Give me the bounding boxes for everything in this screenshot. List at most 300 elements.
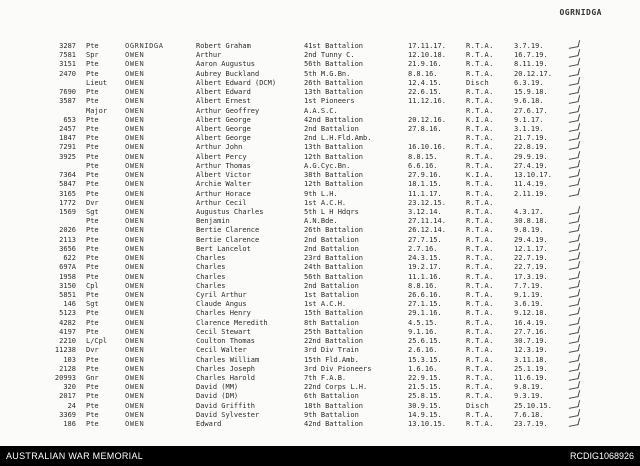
check-mark-icon <box>569 335 580 344</box>
unit: 18th Battalion <box>304 401 364 410</box>
check-mark-icon <box>569 206 580 215</box>
surname: OWEN <box>125 373 145 382</box>
given-names: Arthur Geoffrey <box>196 106 260 115</box>
unit: 1st A.C.H. <box>304 300 347 309</box>
surname: OWEN <box>125 198 145 207</box>
rank: Pte <box>86 263 99 272</box>
embark-date: 29.1.16. <box>408 309 442 318</box>
fate: R.T.A. <box>466 235 494 244</box>
given-names: Coulton Thomas <box>196 337 256 345</box>
embark-date: 16.10.16. <box>408 143 446 152</box>
surname: OWEN <box>125 189 145 198</box>
service-number: 5123 <box>59 309 76 318</box>
fate: R.T.A. <box>466 281 494 290</box>
given-names: Albert Percy <box>196 152 247 161</box>
service-number: 5851 <box>59 290 76 299</box>
unit: 13th Battalion <box>304 88 364 97</box>
rank: Pte <box>86 355 99 364</box>
check-mark-icon <box>569 59 580 68</box>
embark-date: 13.10.15. <box>408 420 446 428</box>
unit: 3rd Div Pioneers <box>304 364 372 373</box>
surname: OWEN <box>125 78 145 87</box>
rank: Pte <box>86 161 99 170</box>
rank: Spr <box>86 51 99 60</box>
unit: 5th M.G.Bn. <box>304 69 351 78</box>
return-date: 11.4.19. <box>514 180 548 189</box>
unit: 38th Battalion <box>304 171 364 180</box>
fate: R.T.A. <box>466 143 494 152</box>
given-names: Arthur John <box>196 143 243 152</box>
check-mark-icon <box>569 298 580 307</box>
unit: 2nd Battalion <box>304 281 359 290</box>
surname: OWEN <box>125 318 145 327</box>
surname: OWEN <box>125 392 145 401</box>
service-number: 3656 <box>59 244 76 253</box>
given-names: Robert Graham <box>196 42 251 50</box>
embark-date: 15.3.15. <box>408 355 442 364</box>
fate: K.I.A. <box>466 115 494 124</box>
check-mark-icon <box>569 225 580 234</box>
fate: R.T.A. <box>466 189 494 198</box>
unit: 41st Battalion <box>304 42 364 50</box>
check-mark-icon <box>569 363 580 372</box>
rank: Pte <box>86 318 99 327</box>
return-date: 17.3.19. <box>514 272 548 281</box>
fate: R.T.A. <box>466 309 494 318</box>
unit: 25th Battalion <box>304 327 364 336</box>
given-names: Albert Edward <box>196 88 251 97</box>
return-date: 27.6.17. <box>514 106 548 115</box>
return-date: 30.7.19. <box>514 337 548 345</box>
fate: Disch <box>466 78 490 87</box>
roll-row <box>0 419 640 429</box>
embark-date: 18.1.15. <box>408 180 442 189</box>
surname: OWEN <box>125 69 145 78</box>
embark-date: 8.8.15. <box>408 152 438 161</box>
service-number: 2210 <box>59 337 76 345</box>
fate: R.T.A. <box>466 217 494 226</box>
check-mark-icon <box>569 391 580 400</box>
unit: 42nd Battalion <box>304 115 364 124</box>
service-number: 103 <box>63 355 76 364</box>
rank: Dvr <box>86 346 99 355</box>
surname: OWEN <box>125 171 145 180</box>
fate: R.T.A. <box>466 198 494 207</box>
embark-date: 2.6.16. <box>408 346 438 355</box>
rank: Pte <box>86 401 99 410</box>
service-number: 3369 <box>59 410 76 419</box>
surname: OWEN <box>125 152 145 161</box>
surname: OWEN <box>125 235 145 244</box>
return-date: 3.1.19. <box>514 125 544 133</box>
fate: R.T.A. <box>466 42 494 50</box>
service-number: 7581 <box>59 51 76 60</box>
embark-date: 26.12.14. <box>408 226 446 235</box>
rank: Cpl <box>86 281 99 290</box>
embark-date: 22.9.15. <box>408 373 442 382</box>
service-number: 3151 <box>59 60 76 69</box>
given-names: Albert Ernest <box>196 97 251 106</box>
fate: R.T.A. <box>466 134 494 143</box>
return-date: 20.12.17. <box>514 69 552 78</box>
given-names: Bert Lancelot <box>196 244 251 253</box>
return-date: 9.8.19. <box>514 383 544 392</box>
return-date: 22.8.19. <box>514 143 548 152</box>
check-mark-icon <box>569 400 580 409</box>
embark-date: 3.12.14. <box>408 208 442 216</box>
rank: Gnr <box>86 373 99 382</box>
unit: 56th Battalion <box>304 60 364 69</box>
archive-footer <box>0 446 640 466</box>
check-mark-icon <box>569 151 580 160</box>
check-mark-icon <box>569 178 580 187</box>
given-names: Albert George <box>196 125 251 133</box>
rank: Pte <box>86 88 99 97</box>
check-mark-icon <box>569 252 580 261</box>
surname: OWEN <box>125 401 145 410</box>
fate: R.T.A. <box>466 60 494 69</box>
institution-label: AUSTRALIAN WAR MEMORIAL <box>6 451 144 461</box>
service-number: 3165 <box>59 189 76 198</box>
fate: K.I.A. <box>466 171 494 180</box>
embark-date: 19.2.17. <box>408 263 442 272</box>
rank: Pte <box>86 143 99 152</box>
rank: Pte <box>86 244 99 253</box>
return-date: 12.3.19. <box>514 346 548 355</box>
surname: OWEN <box>125 97 145 106</box>
return-date: 3.11.18. <box>514 355 548 364</box>
check-mark-icon <box>569 308 580 317</box>
rank: Pte <box>86 134 99 143</box>
page-header-surname: OGRNIDGA <box>559 8 602 17</box>
rank: Pte <box>86 327 99 336</box>
embark-date: 8.8.16. <box>408 281 438 290</box>
unit: 2nd Battalion <box>304 235 359 244</box>
unit: 7th F.A.B. <box>304 373 347 382</box>
fate: R.T.A. <box>466 420 494 428</box>
return-date: 3.6.19. <box>514 300 544 309</box>
return-date: 23.7.19. <box>514 420 548 428</box>
service-number: 7291 <box>59 143 76 152</box>
unit: 6th Battalion <box>304 392 359 401</box>
return-date: 13.10.17. <box>514 171 552 180</box>
embark-date: 27.1.15. <box>408 300 442 309</box>
given-names: Charles Joseph <box>196 364 256 373</box>
rank: Major <box>86 106 108 115</box>
embark-date: 21.5.15. <box>408 383 442 392</box>
return-date: 11.6.19. <box>514 373 548 382</box>
given-names: Charles <box>196 263 226 272</box>
return-date: 27.4.19. <box>514 161 548 170</box>
service-number: 7690 <box>59 88 76 97</box>
service-number: 20993 <box>54 373 76 382</box>
fate: R.T.A. <box>466 180 494 189</box>
fate: R.T.A. <box>466 106 494 115</box>
check-mark-icon <box>569 169 580 178</box>
rank: Pte <box>86 115 99 124</box>
return-date: 9.1.17. <box>514 115 544 124</box>
fate: R.T.A. <box>466 364 494 373</box>
surname: OWEN <box>125 309 145 318</box>
embark-date: 20.12.16. <box>408 115 446 124</box>
unit: 9th L.H. <box>304 189 338 198</box>
service-number: 2470 <box>59 69 76 78</box>
unit: 23rd Battalion <box>304 254 364 263</box>
service-number: 2128 <box>59 364 76 373</box>
embark-date: 12.10.18. <box>408 51 446 60</box>
return-date: 22.7.19. <box>514 263 548 272</box>
unit: 5th L H Hdqrs <box>304 208 359 216</box>
surname: OWEN <box>125 346 145 355</box>
surname: OWEN <box>125 134 145 143</box>
check-mark-icon <box>569 271 580 280</box>
service-number: 2017 <box>59 392 76 401</box>
given-names: Aaron Augustus <box>196 60 256 69</box>
unit: 13th Battalion <box>304 143 364 152</box>
surname: OWEN <box>125 161 145 170</box>
unit: 2nd Tunny C. <box>304 51 355 60</box>
surname: OWEN <box>125 290 145 299</box>
unit: 42nd Battalion <box>304 420 364 428</box>
given-names: Charles William <box>196 355 260 364</box>
rank: Pte <box>86 309 99 318</box>
unit: 15th Fld.Amb. <box>304 355 359 364</box>
given-names: Archie Walter <box>196 180 251 189</box>
check-mark-icon <box>569 381 580 390</box>
fate: R.T.A. <box>466 272 494 281</box>
rank: Pte <box>86 392 99 401</box>
fate: R.T.A. <box>466 263 494 272</box>
return-date: 27.7.16. <box>514 327 548 336</box>
fate: R.T.A. <box>466 318 494 327</box>
given-names: Claude Angus <box>196 300 247 309</box>
embark-date: 12.4.15. <box>408 78 442 87</box>
unit: 8th Battalion <box>304 318 359 327</box>
given-names: Charles Henry <box>196 309 251 318</box>
return-date: 7.6.18. <box>514 410 544 419</box>
service-number: 24 <box>67 401 76 410</box>
embark-date: 11.1.17. <box>408 189 442 198</box>
rank: Pte <box>86 290 99 299</box>
fate: R.T.A. <box>466 97 494 106</box>
embark-date: 11.1.16. <box>408 272 442 281</box>
rank: Pte <box>86 171 99 180</box>
given-names: Charles <box>196 254 226 263</box>
given-names: Charles <box>196 281 226 290</box>
fate: R.T.A. <box>466 327 494 336</box>
rank: Dvr <box>86 198 99 207</box>
check-mark-icon <box>569 243 580 252</box>
given-names: Clarence Meredith <box>196 318 268 327</box>
surname: OWEN <box>125 272 145 281</box>
service-number: 320 <box>63 383 76 392</box>
fate: R.T.A. <box>466 346 494 355</box>
check-mark-icon <box>569 105 580 114</box>
embark-date: 9.1.16. <box>408 327 438 336</box>
given-names: Cyril Arthur <box>196 290 247 299</box>
fate: R.T.A. <box>466 373 494 382</box>
unit: 1st Battalion <box>304 290 359 299</box>
return-date: 6.3.19. <box>514 78 544 87</box>
service-number: 2026 <box>59 226 76 235</box>
rank: Pte <box>86 189 99 198</box>
surname: OWEN <box>125 180 145 189</box>
check-mark-icon <box>569 215 580 224</box>
given-names: Charles <box>196 272 226 281</box>
given-names: Bertie Clarence <box>196 235 260 244</box>
embark-date: 8.8.16. <box>408 69 438 78</box>
return-date: 9.1.19. <box>514 290 544 299</box>
given-names: Arthur Horace <box>196 189 251 198</box>
unit: 2nd Battalion <box>304 125 359 133</box>
service-number: 4282 <box>59 318 76 327</box>
embark-date: 25.8.15. <box>408 392 442 401</box>
fate: R.T.A. <box>466 152 494 161</box>
surname: OWEN <box>125 208 145 216</box>
check-mark-icon <box>569 142 580 151</box>
return-date: 9.8.19. <box>514 226 544 235</box>
service-number: 3287 <box>59 42 76 50</box>
given-names: Arthur Cecil <box>196 198 247 207</box>
embark-date: 30.9.15. <box>408 401 442 410</box>
rank: Pte <box>86 410 99 419</box>
given-names: Augustus Charles <box>196 208 264 216</box>
check-mark-icon <box>569 68 580 77</box>
fate: R.T.A. <box>466 383 494 392</box>
service-number: 1847 <box>59 134 76 143</box>
return-date: 9.12.18. <box>514 309 548 318</box>
rank: Pte <box>86 364 99 373</box>
return-date: 15.9.18. <box>514 88 548 97</box>
embark-date: 2.7.16. <box>408 244 438 253</box>
return-date: 9.3.19. <box>514 392 544 401</box>
surname: OWEN <box>125 106 145 115</box>
given-names: Cecil Walter <box>196 346 247 355</box>
service-number: 1772 <box>59 198 76 207</box>
unit: 26th Battalion <box>304 226 364 235</box>
unit: A.G.Cyc.Bn. <box>304 161 351 170</box>
return-date: 9.6.18. <box>514 97 544 106</box>
service-number: 3925 <box>59 152 76 161</box>
check-mark-icon <box>569 280 580 289</box>
rank: Pte <box>86 254 99 263</box>
service-number: 186 <box>63 420 76 428</box>
check-mark-icon <box>569 114 580 123</box>
surname: OWEN <box>125 244 145 253</box>
unit: 12th Battalion <box>304 152 364 161</box>
given-names: David Sylvester <box>196 410 260 419</box>
unit: 2nd L.H.Fld.Amb. <box>304 134 372 143</box>
given-names: Albert George <box>196 115 251 124</box>
given-names: Arthur Thomas <box>196 161 251 170</box>
given-names: Aubrey Buckland <box>196 69 260 78</box>
fate: R.T.A. <box>466 300 494 309</box>
surname: OWEN <box>125 327 145 336</box>
surname: OWEN <box>125 115 145 124</box>
fate: R.T.A. <box>466 69 494 78</box>
embark-date: 14.9.15. <box>408 410 442 419</box>
surname: OWEN <box>125 281 145 290</box>
surname: OWEN <box>125 51 145 60</box>
unit: 24th Battalion <box>304 263 364 272</box>
surname: OWEN <box>125 410 145 419</box>
embark-date: 17.11.17. <box>408 42 446 50</box>
embark-date: 27.8.16. <box>408 125 442 133</box>
surname: OWEN <box>125 355 145 364</box>
return-date: 2.11.19. <box>514 189 548 198</box>
rank: Lieut <box>86 78 108 87</box>
given-names: Cecil Stewart <box>196 327 251 336</box>
service-number: 7364 <box>59 171 76 180</box>
check-mark-icon <box>569 317 580 326</box>
rank: Pte <box>86 152 99 161</box>
unit: 1st Pioneers <box>304 97 355 106</box>
check-mark-icon <box>569 344 580 353</box>
check-mark-icon <box>569 418 580 427</box>
embark-date: 21.9.16. <box>408 60 442 69</box>
fate: R.T.A. <box>466 392 494 401</box>
return-date: 21.7.19. <box>514 134 548 143</box>
service-number: 146 <box>63 300 76 309</box>
given-names: Albert Victor <box>196 171 251 180</box>
check-mark-icon <box>569 132 580 141</box>
rank: Pte <box>86 272 99 281</box>
unit: A.A.S.C. <box>304 106 338 115</box>
unit: 15th Battalion <box>304 309 364 318</box>
fate: R.T.A. <box>466 125 494 133</box>
return-date: 29.9.19. <box>514 152 548 161</box>
surname: OWEN <box>125 254 145 263</box>
given-names: Benjamin <box>196 217 230 226</box>
return-date: 29.4.19. <box>514 235 548 244</box>
rank: Pte <box>86 217 99 226</box>
fate: R.T.A. <box>466 226 494 235</box>
given-names: Bertie Clarence <box>196 226 260 235</box>
unit: 22nd Battalion <box>304 337 364 345</box>
fate: R.T.A. <box>466 410 494 419</box>
given-names: Albert Edward (DCM) <box>196 78 277 87</box>
rank: Pte <box>86 60 99 69</box>
rank: Pte <box>86 125 99 133</box>
embark-date: 4.5.15. <box>408 318 438 327</box>
embark-date: 26.6.16. <box>408 290 442 299</box>
check-mark-icon <box>569 160 580 169</box>
check-mark-icon <box>569 123 580 132</box>
service-number: 697A <box>59 263 76 272</box>
unit: 1st A.C.H. <box>304 198 347 207</box>
unit: 9th Battalion <box>304 410 359 419</box>
service-number: 4197 <box>59 327 76 336</box>
given-names: David (MM) <box>196 383 239 392</box>
rank: Pte <box>86 226 99 235</box>
rank: Pte <box>86 383 99 392</box>
return-date: 3.7.19. <box>514 42 544 50</box>
check-mark-icon <box>569 40 580 49</box>
check-mark-icon <box>569 77 580 86</box>
fate: R.T.A. <box>466 254 494 263</box>
service-number: 11238 <box>54 346 76 355</box>
return-date: 16.7.19. <box>514 51 548 60</box>
given-names: Edward <box>196 420 222 428</box>
embark-date: 27.11.14. <box>408 217 446 226</box>
embark-date: 6.6.16. <box>408 161 438 170</box>
check-mark-icon <box>569 409 580 418</box>
given-names: Albert George <box>196 134 251 143</box>
return-date: 22.7.19. <box>514 254 548 263</box>
surname: OWEN <box>125 226 145 235</box>
fate: R.T.A. <box>466 161 494 170</box>
embark-date: 27.7.15. <box>408 235 442 244</box>
